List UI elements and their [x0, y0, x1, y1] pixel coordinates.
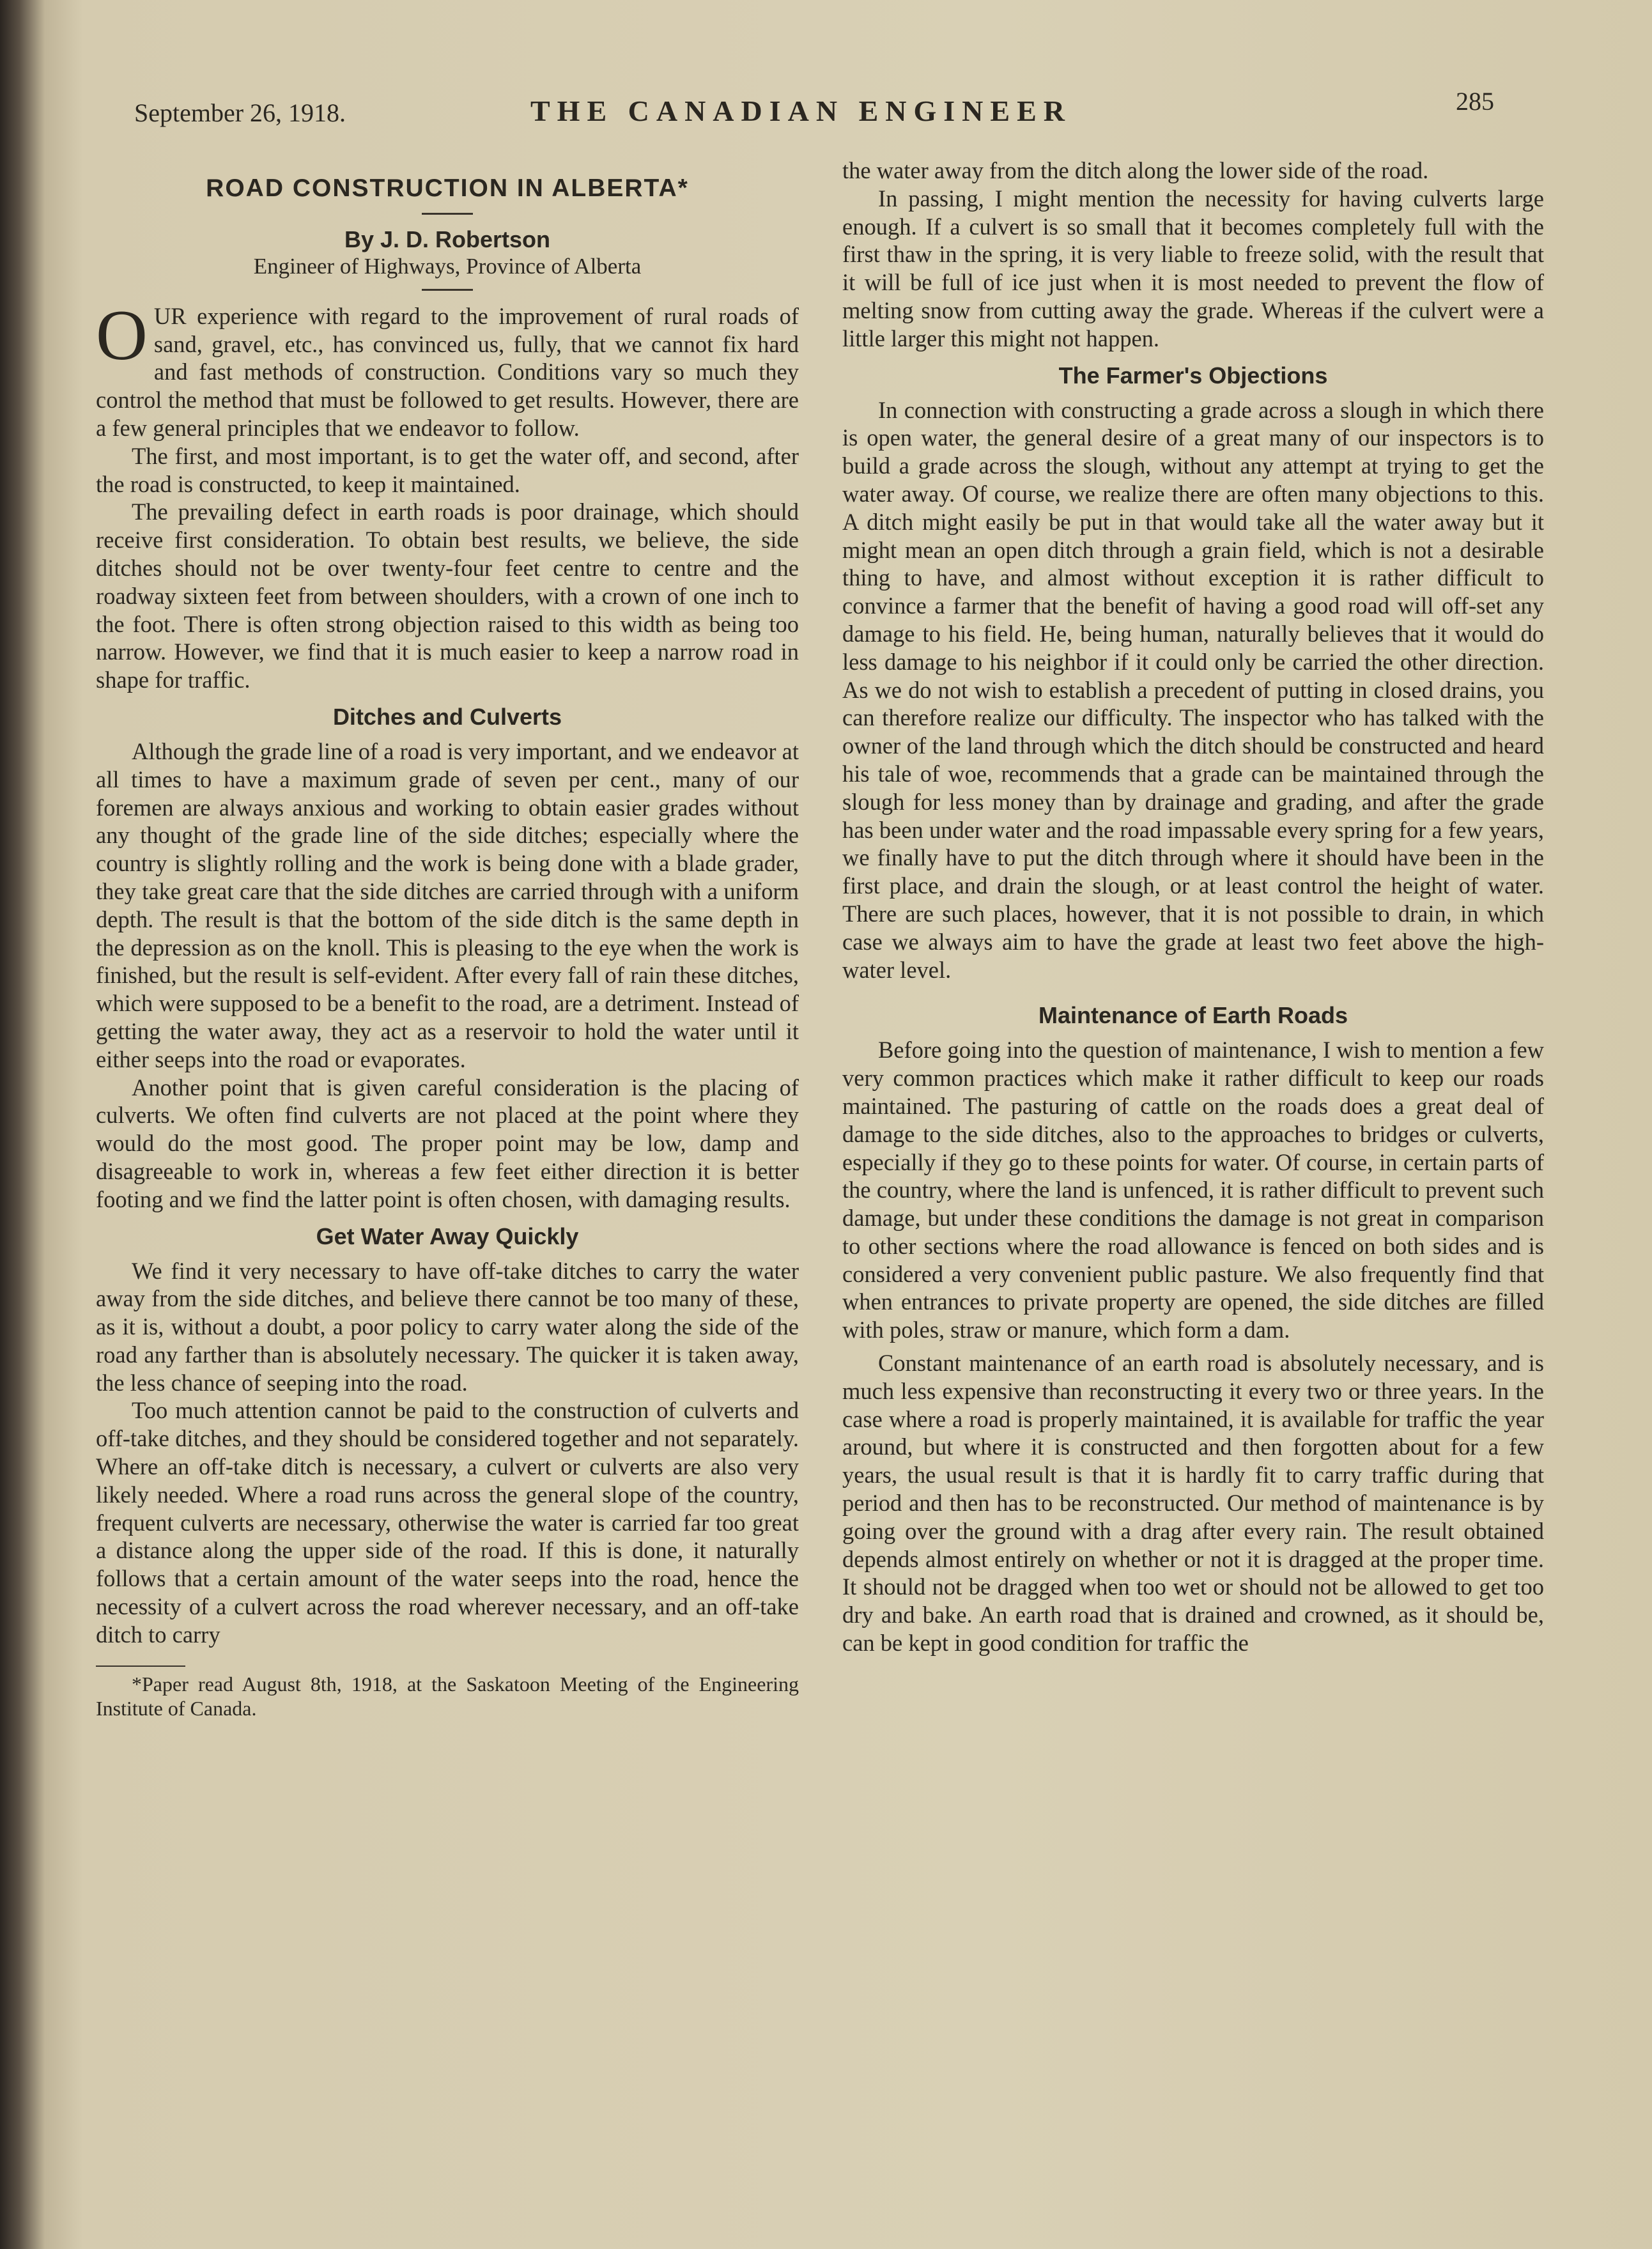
- paragraph: OUR experience with regard to the improvement of rural roads of sand, gravel, etc., has convinced us, fully, that we cannot fix hard and fast methods of construction. Conditions vary so much they control the method that must be followed to get results. However, there are a few general principles that we endeavor to follow.: [96, 295, 799, 441]
- footnote-rule: [96, 1665, 185, 1667]
- paragraph: Another point that is given careful consideration is the placing of culverts. We often find culverts are not placed at the point where they would do the most good. The proper point may be low, damp and disagreeable to work in, whereas a few feet either direction it is better footing and we find the latter point is often chosen, with damaging results.: [96, 1074, 799, 1212]
- author-affiliation: Engineer of Highways, Province of Alberta: [253, 253, 642, 279]
- section-heading-water: Get Water Away Quickly: [316, 1223, 579, 1249]
- paragraph: Before going into the question of maintenance, I wish to mention a few very common practices which make it rather difficult to keep our roads maintained. The pasturing of cattle on the roads does a great deal of damage to the side ditches, also to the approaches to bridges or culverts, especially if they go to these points for water. Of course, in certain parts of the country, where the land is unfenced, it is rather difficult to prevent such damage, but under these conditions the damage is not great in comparison to other sections where the road allowance is fenced on both sides and is considered a very convenient public pasture. We also frequently find that when entrances to private property are opened, the side ditches are filled with poles, straw or manure, which form a dam.: [842, 1037, 1544, 1343]
- paragraph: the water away from the ditch along the lower side of the road.: [842, 157, 1429, 183]
- page-number: 285: [1456, 87, 1494, 116]
- paragraph: Constant maintenance of an earth road is absolutely necessary, and is much less expensive than reconstructing it every two or three years. In the case where a road is properly maintained, it is available for traffic the year around, but where it is constructed and then forgotten about for a few years, the usual result is that it is hardly fit to carry traffic during that period and then has to be reconstructed. Our method of maintenance is by going over the ground with a drag after every rain. The result obtained depends almost entirely on whether or not it is dragged at the proper time. It should not be dragged when too wet or should not be allowed to get too dry and bake. An earth road that is drained and crowned, as it should be, can be kept in good condition for traffic the: [842, 1350, 1544, 1657]
- paragraph: Although the grade line of a road is very important, and we endeavor at all times to have a maximum grade of seven per cent., many of our foremen are always anxious and working to obtain easier grades without any thought of the grade line of the side ditches; especially where the country is slightly rolling and the work is being done with a blade grader, they take great care that the side ditches are carried through with a uniform depth. The result is that the bottom of the side ditch is the same depth in the depression as on the knoll. This is pleasing to the eye when the work is finished, but the result is self-evident. After every fall of rain these ditches, which were supposed to be a benefit to the road, are a detriment. Instead of getting the water away, they act as a reservoir to hold the water until it either seeps into the road or evaporates.: [96, 738, 799, 1072]
- paragraph: In passing, I might mention the necessity for having culverts large enough. If a culvert is so small that it becomes completely full with the first thaw in the spring, it is very liable to freeze solid, with the result that it will be full of ice just when it is most needed to prevent the flow of melting snow from cutting away the grade. Whereas if the culvert were a little larger this might not happen.: [842, 185, 1544, 352]
- article-title: ROAD CONSTRUCTION IN ALBERTA*: [206, 174, 689, 202]
- journal-title: THE CANADIAN ENGINEER: [530, 95, 1072, 127]
- byline: By J. D. Robertson: [344, 226, 551, 252]
- page-header: [134, 86, 1502, 131]
- footnote: *Paper read August 8th, 1918, at the Saskatoon Meeting of the Engineering Institute of Canada.: [96, 1672, 799, 1720]
- title-rule: [422, 213, 473, 215]
- paragraph: Too much attention cannot be paid to the construction of culverts and off-take ditches, and they should be considered together and not separately. Where an off-take ditch is necessary, a culvert or culverts are also very likely needed. Where a road runs across the general slope of the country, frequent culverts are necessary, otherwise the water is carried far too great a distance along the upper side of the road. If this is done, it naturally follows that a certain amount of the water seeps into the road, hence the necessity of a culvert across the road wherever necessary, and an off-take ditch to carry: [96, 1397, 799, 1648]
- right-column: [842, 157, 1544, 1657]
- issue-date: September 26, 1918.: [134, 98, 346, 127]
- section-heading-ditches: Ditches and Culverts: [332, 703, 562, 730]
- byline-rule: [422, 289, 473, 291]
- paragraph: The prevailing defect in earth roads is poor drainage, which should receive first consideration. To obtain best results, we believe, the side ditches should not be over twenty-four feet centre to centre and the roadway sixteen feet from between shoulders, with a crown of one inch to the foot. There is often strong objection raised to this width as being too narrow. However, we find that it is much easier to keep a narrow road in shape for traffic.: [96, 498, 799, 693]
- left-column: [96, 163, 799, 1720]
- section-heading-maintenance: Maintenance of Earth Roads: [1038, 1002, 1348, 1029]
- paragraph: The first, and most important, is to get the water off, and second, after the road is constructed, to keep it maintained.: [96, 442, 799, 497]
- section-heading-farmer: The Farmer's Objections: [1058, 362, 1328, 389]
- drop-cap: O: [96, 295, 148, 375]
- paragraph: In connection with constructing a grade across a slough in which there is open water, the general desire of a great many of our inspectors is to build a grade across the slough, without any attempt at trying to get the water away. Of course, we realize there are often many objections to this. A ditch might easily be put in that would take all the water away but it might mean an open ditch through a grain field, which is not a desirable thing to have, and almost without exception it is rather difficult to convince a farmer that the benefit of having a good road will off-set any damage to his field. He, being human, naturally believes that it would do less damage to his neighbor if it could only be carried the other direction. As we do not wish to establish a precedent of putting in closed drains, you can therefore realize our difficulty. The inspector who has talked with the owner of the land through which the ditch should be constructed and heard his tale of woe, recommends that a grade can be maintained through the slough for less money than by drainage and grading, and after the grade has been under water and the road impassable every spring for a few years, we finally have to put the ditch through where it should have been in the first place, and drain the slough, or at least control the height of water. There are such places, however, that it is not possible to drain, in which case we always aim to have the grade at least two feet above the high-water level.: [842, 396, 1544, 983]
- paragraph: We find it very necessary to have off-take ditches to carry the water away from the side ditches, and believe there cannot be too many of these, as it is, without a doubt, a poor policy to carry water along the side of the road any farther than is absolutely necessary. The quicker it is taken away, the less chance of seeping into the road.: [96, 1257, 799, 1396]
